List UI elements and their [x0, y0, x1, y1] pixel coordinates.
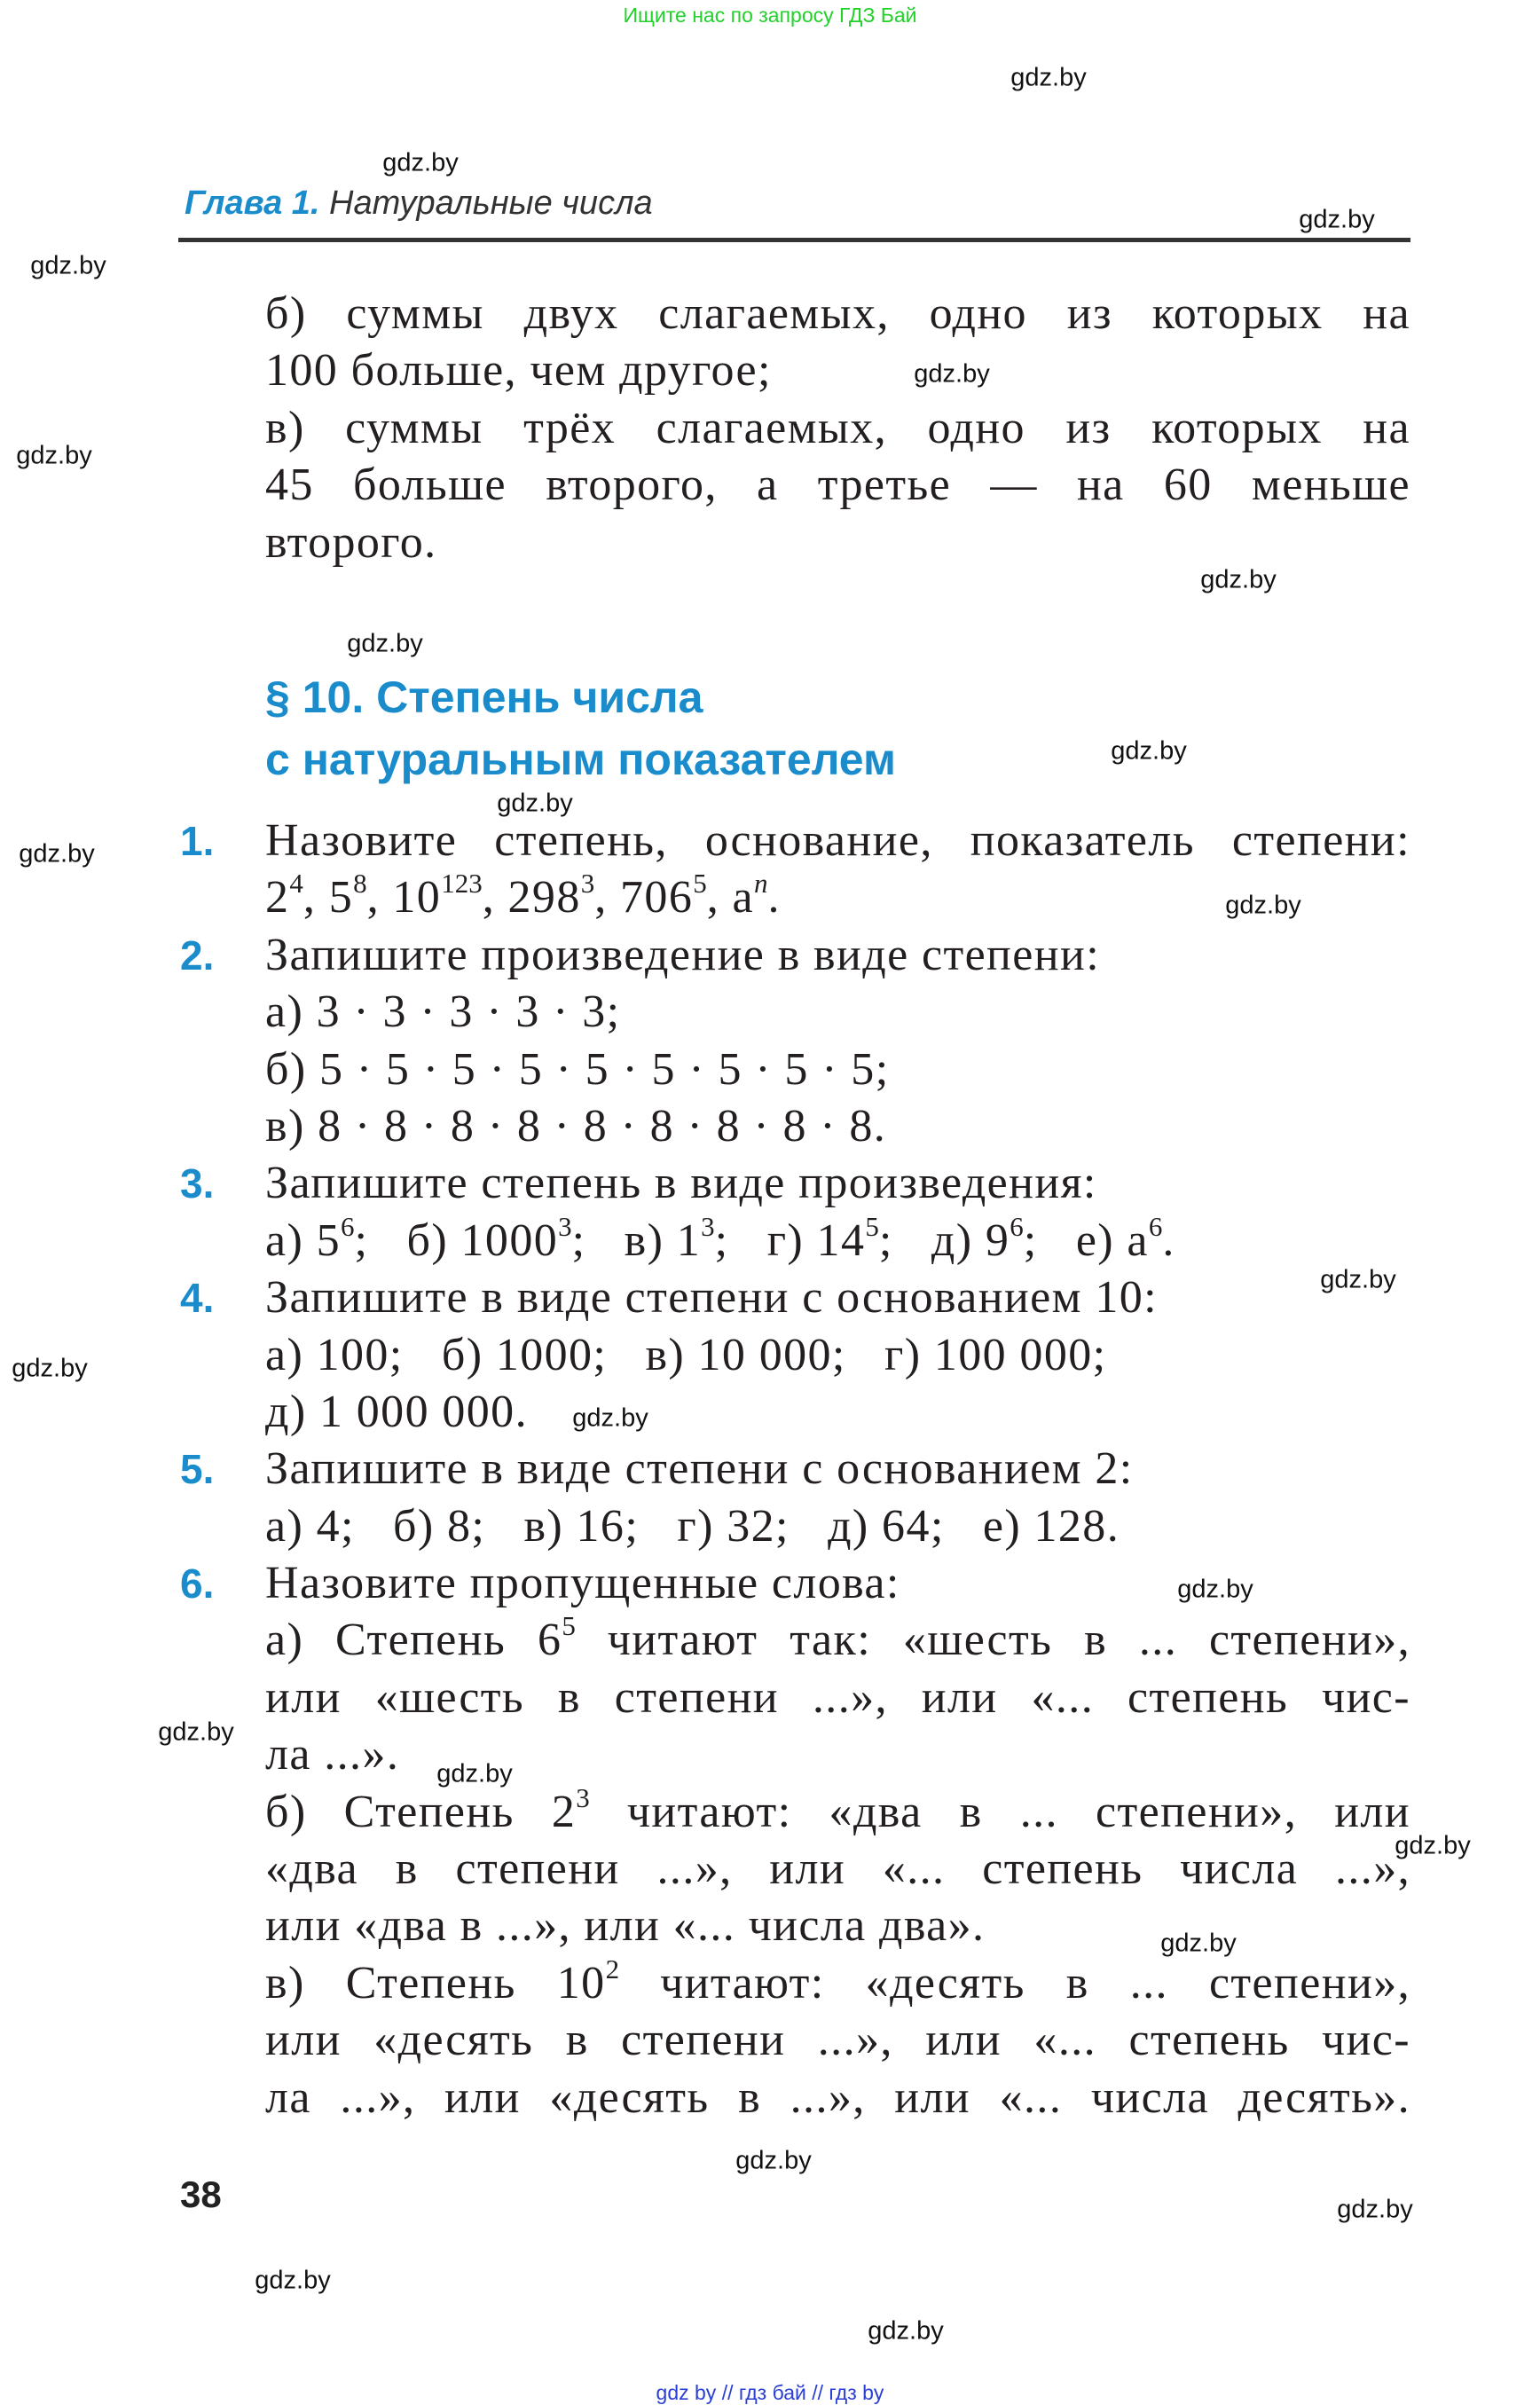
exercise-number: 1.	[180, 818, 215, 864]
watermark: gdz.by	[1160, 1929, 1237, 1958]
text-line	[265, 1041, 1410, 1098]
text-line	[265, 457, 1410, 514]
watermark: gdz.by	[1395, 1831, 1471, 1860]
text-line	[265, 286, 1410, 342]
text-segment: 2	[265, 872, 290, 923]
exercise-number: 3.	[180, 1160, 215, 1207]
text-segment: б) суммы двух слагаемых, одно из которых на	[265, 288, 1410, 339]
text-segment: Запишите произведение в виде степени:	[265, 929, 1101, 980]
text-segment: ; в) 1	[571, 1214, 702, 1266]
text-line	[265, 1670, 1410, 1726]
text-line	[265, 1498, 1410, 1555]
text-segment: а) Степень 6	[265, 1615, 562, 1666]
watermark: gdz.by	[158, 1717, 234, 1747]
text-segment: ла ...», или «десять в ...», или «... числа десять».	[265, 2071, 1410, 2123]
watermark: gdz.by	[16, 441, 92, 470]
watermark: gdz.by	[19, 839, 95, 868]
text-line	[180, 1155, 1410, 1212]
watermark: gdz.by	[1200, 565, 1277, 594]
exponent: 3	[558, 1210, 572, 1242]
exercise-number: 6.	[180, 1560, 215, 1607]
watermark: gdz.by	[1010, 63, 1087, 92]
exponent: 5	[693, 868, 707, 900]
header-divider	[178, 238, 1410, 242]
chapter-label: Глава 1.	[185, 185, 320, 222]
text-segment: , 706	[594, 872, 694, 923]
text-segment: в) 8 · 8 · 8 · 8 · 8 · 8 · 8 · 8 · 8.	[265, 1100, 887, 1151]
text-segment: Назовите степень, основание, показатель степени:	[265, 815, 1410, 866]
watermark: gdz.by	[255, 2266, 331, 2295]
text-segment: ; д) 9	[878, 1214, 1010, 1266]
text-line	[265, 342, 1410, 399]
text-segment: Запишите в виде степени с основанием 10:	[265, 1272, 1159, 1324]
section-title-line2: с натуральным показателем	[265, 735, 896, 784]
text-segment: или «шесть в степени ...», или «... степень чис-	[265, 1671, 1410, 1723]
chapter-title: Натуральные числа	[329, 185, 653, 222]
watermark: gdz.by	[347, 629, 423, 658]
text-line	[180, 927, 1410, 984]
text-segment: .	[1162, 1214, 1175, 1266]
continuation-text	[265, 286, 1410, 571]
exponent: 6	[1148, 1210, 1163, 1242]
text-line	[265, 1327, 1410, 1384]
text-line	[265, 515, 1410, 571]
text-segment: второго.	[265, 516, 437, 568]
watermark: gdz.by	[436, 1759, 513, 1788]
watermark: gdz.by	[30, 251, 106, 280]
watermark: gdz.by	[1111, 736, 1187, 766]
text-segment: а) 4; б) 8; в) 16; г) 32; д) 64; е) 128.	[265, 1500, 1120, 1552]
exponent: n	[754, 868, 768, 900]
watermark: gdz.by	[1299, 205, 1375, 234]
watermark: gdz.by	[1177, 1575, 1253, 1604]
text-line	[265, 400, 1410, 457]
text-line	[265, 1955, 1410, 2012]
watermark: gdz.by	[914, 359, 990, 389]
exponent: 6	[1010, 1210, 1024, 1242]
text-segment: , 298	[482, 872, 581, 923]
text-segment: в) суммы трёх слагаемых, одно из которых на	[265, 402, 1410, 453]
exercise-number: 4.	[180, 1275, 215, 1322]
text-line	[265, 1781, 1411, 1841]
text-segment: Запишите степень в виде произведения:	[265, 1158, 1097, 1209]
text-segment: или «десять в степени ...», или «... степень чис-	[265, 2015, 1410, 2066]
text-segment: а) 5	[265, 1214, 341, 1266]
exponent: 123	[441, 868, 483, 900]
watermark: gdz.by	[12, 1354, 88, 1383]
text-line	[265, 1612, 1410, 1669]
text-segment: в) Степень 10	[265, 1957, 606, 2008]
watermark: gdz.by	[382, 148, 459, 177]
text-segment: ; б) 1000	[354, 1214, 559, 1266]
text-segment: , 5	[302, 872, 354, 923]
text-segment: .	[767, 872, 781, 923]
section-title-line1: § 10. Степень числа	[265, 672, 703, 722]
text-segment: читают: «десять в ... степени»,	[619, 1957, 1411, 2008]
text-segment: 45 больше второго, а третье — на 60 меньше	[265, 460, 1410, 511]
watermark: gdz.by	[1337, 2195, 1413, 2224]
text-segment: 100 больше, чем другое;	[265, 345, 772, 397]
exponent: 3	[576, 1781, 590, 1813]
text-segment: д) 1 000 000.	[265, 1386, 528, 1437]
text-segment: ; г) 14	[714, 1214, 866, 1266]
page-number: 38	[180, 2173, 222, 2215]
exponent: 3	[701, 1210, 715, 1242]
text-line	[265, 984, 1410, 1041]
exponent: 5	[865, 1210, 879, 1242]
text-segment: б) Степень 2	[265, 1786, 577, 1837]
exponent: 5	[562, 1610, 576, 1642]
text-line	[265, 1098, 1410, 1155]
text-segment: Назовите пропущенные слова:	[265, 1558, 900, 1609]
text-segment: Запишите в виде степени с основанием 2:	[265, 1443, 1134, 1495]
text-segment: читают: «два в ... степени», или	[589, 1786, 1411, 1837]
watermark: gdz.by	[1225, 891, 1301, 920]
text-line	[180, 813, 1410, 869]
text-segment: , 10	[366, 872, 442, 923]
text-line	[265, 1898, 1410, 1954]
exponent: 3	[580, 868, 595, 900]
text-segment: «два в степени ...», или «... степень числа ...»,	[265, 1843, 1410, 1895]
watermark: gdz.by	[735, 2146, 812, 2175]
watermark: gdz.by	[497, 789, 573, 818]
watermark: gdz.by	[868, 2316, 944, 2346]
text-segment: ла ...».	[265, 1729, 400, 1780]
text-segment: а) 3 · 3 · 3 · 3 · 3;	[265, 986, 621, 1038]
watermark: gdz.by	[1320, 1265, 1396, 1294]
exercise-number: 5.	[180, 1446, 215, 1493]
text-line	[265, 2012, 1410, 2069]
exponent: 2	[605, 1953, 620, 1985]
search-banner[interactable]: Ищите нас по запросу ГДЗ Бай	[623, 4, 917, 27]
text-segment: а) 100; б) 1000; в) 10 000; г) 100 000;	[265, 1329, 1107, 1380]
text-line	[265, 2070, 1410, 2126]
chapter-header	[185, 185, 653, 223]
text-line	[180, 1441, 1410, 1497]
exponent: 6	[341, 1210, 355, 1242]
text-segment: читают так: «шесть в ... степени»,	[575, 1615, 1410, 1666]
text-segment: или «два в ...», или «... числа два».	[265, 1900, 986, 1952]
exponent: 8	[353, 868, 367, 900]
exercise-number: 2.	[180, 931, 215, 979]
text-line	[265, 1384, 1410, 1441]
text-segment: б) 5 · 5 · 5 · 5 · 5 · 5 · 5 · 5 · 5;	[265, 1043, 890, 1095]
text-segment: ; е) a	[1023, 1214, 1149, 1266]
exponent: 4	[289, 868, 303, 900]
watermark: gdz.by	[572, 1403, 648, 1433]
text-line	[265, 1841, 1410, 1898]
footer-links[interactable]: gdz by // гдз бай // гдз by	[656, 2381, 884, 2404]
text-line	[180, 1269, 1410, 1326]
text-line	[265, 1210, 1410, 1269]
text-segment: , a	[706, 872, 754, 923]
